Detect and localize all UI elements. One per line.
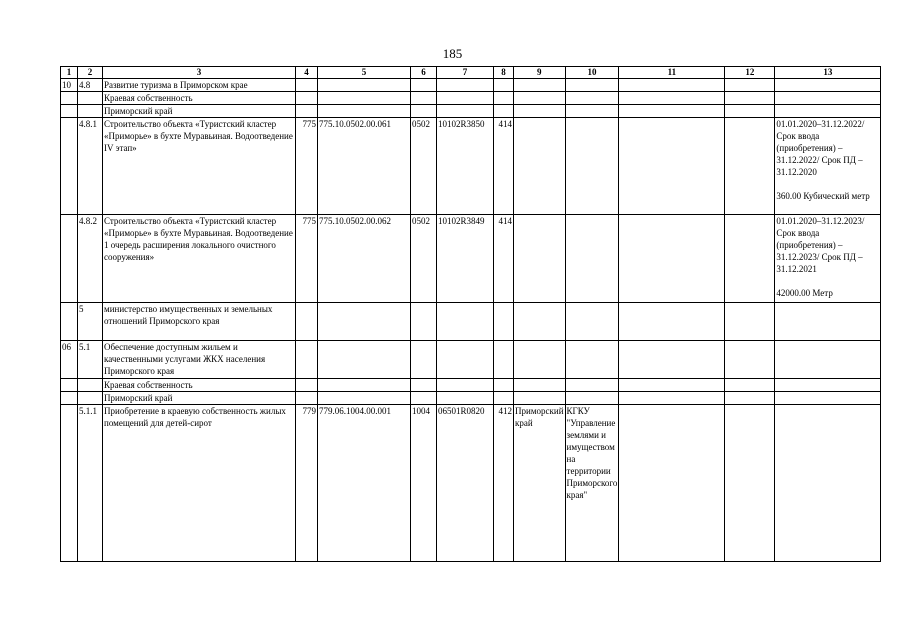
table-cell-col-5: [318, 303, 411, 341]
table-cell-col-4: [296, 392, 318, 405]
table-cell-col-9: [514, 79, 566, 92]
table-cell-col-1: [61, 392, 78, 405]
table-cell-col-4: 775: [296, 215, 318, 303]
table-cell-col-4: [296, 379, 318, 392]
table-cell-col-9: [514, 303, 566, 341]
table-cell-col-7: [437, 379, 494, 392]
table-cell-col-3: Краевая собственность: [103, 92, 296, 105]
table-cell-col-12: [725, 92, 775, 105]
table-cell-col-7: [437, 105, 494, 118]
col-header-4: 4: [296, 67, 318, 79]
table-cell-col-9: [514, 392, 566, 405]
table-cell-col-12: [725, 105, 775, 118]
table-cell-col-11: [619, 405, 725, 562]
table-cell-col-13: 01.01.2020–31.12.2023/ Срок ввода (приобретения) – 31.12.2023/ Срок ПД – 31.12.2021 42000.00 Метр: [775, 215, 881, 303]
table-cell-col-2: [78, 379, 103, 392]
col-header-12: 12: [725, 67, 775, 79]
table-row: [61, 341, 881, 379]
table-cell-col-9: [514, 118, 566, 215]
col-header-10: 10: [565, 67, 619, 79]
table-cell-col-12: [725, 379, 775, 392]
table-cell-col-8: 414: [494, 118, 514, 215]
table-cell-col-12: [725, 215, 775, 303]
col-header-1: 1: [61, 67, 78, 79]
table-cell-col-1: [61, 303, 78, 341]
table-cell-col-1: [61, 379, 78, 392]
col-header-6: 6: [411, 67, 437, 79]
table-cell-col-4: [296, 303, 318, 341]
table-cell-col-11: [619, 118, 725, 215]
col-header-9: 9: [514, 67, 566, 79]
table-cell-col-3: Приморский край: [103, 392, 296, 405]
table-cell-col-5: 775.10.0502.00.062: [318, 215, 411, 303]
table-cell-col-5: [318, 79, 411, 92]
table-cell-col-11: [619, 303, 725, 341]
table-cell-col-6: [411, 79, 437, 92]
table-cell-col-11: [619, 92, 725, 105]
header-row: [61, 67, 881, 79]
table-cell-col-3: Строительство объекта «Туристский кластер «Приморье» в бухте Муравьиная. Водоотведение 1 очередь расширения локального очистного сооружения»: [103, 215, 296, 303]
table-cell-col-3: Краевая собственность: [103, 379, 296, 392]
table-cell-col-3: Развитие туризма в Приморском крае: [103, 79, 296, 92]
table-cell-col-2: 5.1.1: [78, 405, 103, 562]
table-cell-col-7: 10102R3850: [437, 118, 494, 215]
table-cell-col-13: 01.01.2020–31.12.2022/ Срок ввода (приобретения) – 31.12.2022/ Срок ПД – 31.12.2020 360.00 Кубический метр: [775, 118, 881, 215]
table-cell-col-4: [296, 341, 318, 379]
table-cell-col-3: министерство имущественных и земельных отношений Приморского края: [103, 303, 296, 341]
table-cell-col-8: [494, 303, 514, 341]
table-cell-col-11: [619, 392, 725, 405]
table-cell-col-8: 412: [494, 405, 514, 562]
table-cell-col-9: [514, 92, 566, 105]
table-cell-col-6: [411, 92, 437, 105]
table-cell-col-6: 0502: [411, 118, 437, 215]
table-cell-col-13: [775, 92, 881, 105]
table-cell-col-8: 414: [494, 215, 514, 303]
table-cell-col-4: [296, 79, 318, 92]
table-cell-col-10: [565, 118, 619, 215]
table-cell-col-8: [494, 379, 514, 392]
col-header-8: 8: [494, 67, 514, 79]
table-cell-col-10: [565, 303, 619, 341]
table-cell-col-13: [775, 392, 881, 405]
table-cell-col-13: [775, 405, 881, 562]
table-cell-col-6: [411, 392, 437, 405]
table-row: [61, 303, 881, 341]
table-cell-col-2: [78, 92, 103, 105]
table-cell-col-8: [494, 341, 514, 379]
col-header-2: 2: [78, 67, 103, 79]
table-cell-col-8: [494, 79, 514, 92]
table-row: [61, 118, 881, 215]
table-cell-col-3: Приморский край: [103, 105, 296, 118]
table-cell-col-9: [514, 379, 566, 392]
table-cell-col-12: [725, 392, 775, 405]
table-cell-col-12: [725, 79, 775, 92]
table-cell-col-11: [619, 341, 725, 379]
table-cell-col-6: [411, 341, 437, 379]
table-cell-col-7: [437, 92, 494, 105]
table-cell-col-1: [61, 215, 78, 303]
table-cell-col-13: [775, 79, 881, 92]
table-cell-col-2: 4.8.2: [78, 215, 103, 303]
table-cell-col-5: [318, 392, 411, 405]
table-cell-col-12: [725, 405, 775, 562]
table-cell-col-7: [437, 79, 494, 92]
table-row: [61, 405, 881, 562]
table-cell-col-12: [725, 341, 775, 379]
table-cell-col-6: [411, 105, 437, 118]
table-cell-col-11: [619, 79, 725, 92]
table-row: [61, 105, 881, 118]
table-cell-col-10: [565, 215, 619, 303]
table-cell-col-11: [619, 379, 725, 392]
table-cell-col-2: 4.8: [78, 79, 103, 92]
table-cell-col-3: Приобретение в краевую собственность жилых помещений для детей-сирот: [103, 405, 296, 562]
table-cell-col-10: [565, 105, 619, 118]
table-cell-col-10: [565, 392, 619, 405]
table-cell-col-2: 4.8.1: [78, 118, 103, 215]
table-cell-col-5: [318, 105, 411, 118]
table-cell-col-1: [61, 118, 78, 215]
table-cell-col-4: 779: [296, 405, 318, 562]
table-cell-col-3: Обеспечение доступным жильем и качественными услугами ЖКХ населения Приморского края: [103, 341, 296, 379]
table-cell-col-5: 775.10.0502.00.061: [318, 118, 411, 215]
table-row: [61, 379, 881, 392]
table-cell-col-11: [619, 215, 725, 303]
table-row: [61, 215, 881, 303]
table-cell-col-8: [494, 105, 514, 118]
table-cell-col-8: [494, 92, 514, 105]
col-header-7: 7: [437, 67, 494, 79]
table-cell-col-3: Строительство объекта «Туристский кластер «Приморье» в бухте Муравьиная. Водоотведение IV этап»: [103, 118, 296, 215]
table-cell-col-9: [514, 341, 566, 379]
table-cell-col-10: КГКУ "Управление землями и имуществом на территории Приморского края": [565, 405, 619, 562]
table-cell-col-5: 779.06.1004.00.001: [318, 405, 411, 562]
table-cell-col-1: [61, 405, 78, 562]
table-cell-col-5: [318, 341, 411, 379]
table-cell-col-7: [437, 392, 494, 405]
table-cell-col-6: 0502: [411, 215, 437, 303]
table-cell-col-10: [565, 92, 619, 105]
col-header-5: 5: [318, 67, 411, 79]
table-cell-col-10: [565, 341, 619, 379]
table-cell-col-10: [565, 79, 619, 92]
col-header-3: 3: [103, 67, 296, 79]
table-cell-col-1: 10: [61, 79, 78, 92]
table-cell-col-4: [296, 105, 318, 118]
table-cell-col-1: 06: [61, 341, 78, 379]
table-cell-col-7: [437, 303, 494, 341]
table-row: [61, 79, 881, 92]
table-cell-col-10: [565, 379, 619, 392]
table-cell-col-7: 10102R3849: [437, 215, 494, 303]
table-cell-col-11: [619, 105, 725, 118]
table-cell-col-7: 06501R0820: [437, 405, 494, 562]
table-row: [61, 92, 881, 105]
table-cell-col-6: [411, 303, 437, 341]
col-header-13: 13: [775, 67, 881, 79]
page-number: 185: [442, 46, 463, 61]
table-cell-col-4: 775: [296, 118, 318, 215]
data-table: [60, 66, 881, 562]
table-row: [61, 392, 881, 405]
table-cell-col-6: [411, 379, 437, 392]
table-cell-col-13: [775, 303, 881, 341]
table-cell-col-9: Приморский край: [514, 405, 566, 562]
table-cell-col-5: [318, 92, 411, 105]
table-cell-col-13: [775, 341, 881, 379]
table-cell-col-12: [725, 303, 775, 341]
col-header-11: 11: [619, 67, 725, 79]
table-cell-col-12: [725, 118, 775, 215]
table-cell-col-6: 1004: [411, 405, 437, 562]
table-cell-col-4: [296, 92, 318, 105]
table-cell-col-5: [318, 379, 411, 392]
table-cell-col-1: [61, 92, 78, 105]
table-cell-col-2: [78, 105, 103, 118]
table-cell-col-8: [494, 392, 514, 405]
table-cell-col-2: 5.1: [78, 341, 103, 379]
table-cell-col-2: 5: [78, 303, 103, 341]
table-cell-col-2: [78, 392, 103, 405]
table-cell-col-9: [514, 105, 566, 118]
table-cell-col-7: [437, 341, 494, 379]
table-cell-col-13: [775, 379, 881, 392]
table-cell-col-1: [61, 105, 78, 118]
table-cell-col-9: [514, 215, 566, 303]
table-cell-col-13: [775, 105, 881, 118]
